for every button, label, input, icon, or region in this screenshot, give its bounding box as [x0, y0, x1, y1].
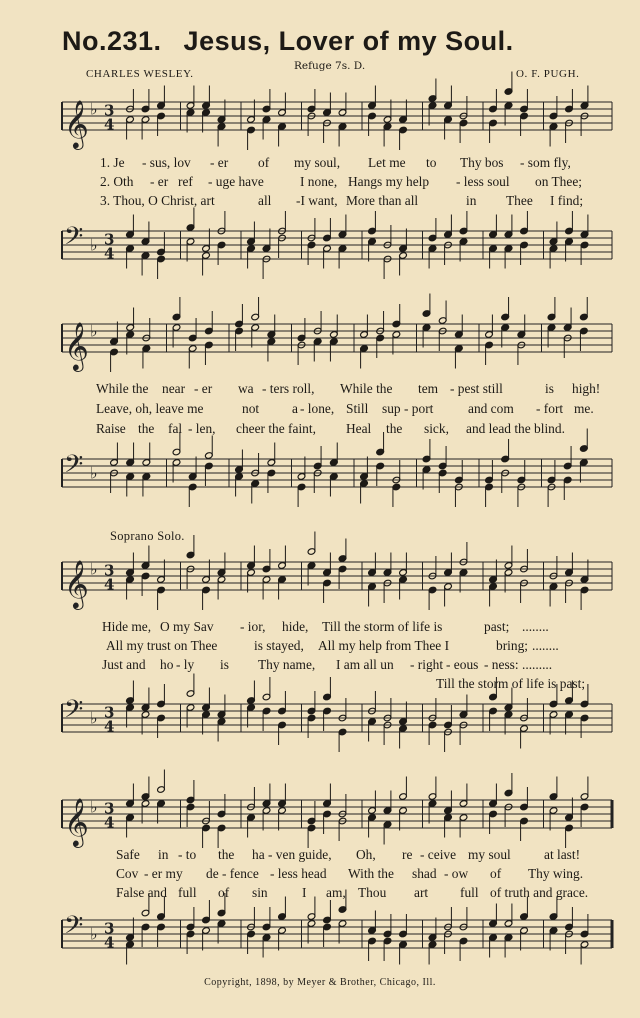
- time-signature-bottom: 4: [104, 813, 115, 832]
- lyric-syllable: - len,: [188, 421, 216, 436]
- lyric-syllable: While the: [96, 381, 149, 396]
- author-credit: CHARLES WESLEY.: [86, 68, 194, 80]
- lyric-syllable: full: [178, 885, 197, 900]
- time-signature-bottom: 4: [104, 115, 115, 134]
- lyric-syllable: - ven guide,: [268, 847, 332, 862]
- lyric-syllable: Hide me,: [102, 619, 152, 634]
- lyric-syllable: - eous: [446, 657, 479, 672]
- lyric-syllable: Till the storm of life is past;: [436, 676, 586, 691]
- lyric-syllable: in: [466, 193, 477, 208]
- lyric-line-3-2: [0, 638, 640, 658]
- lyric-syllable: 3. Thou, O Christ, art: [100, 193, 215, 208]
- lyric-syllable: - ior,: [240, 619, 266, 634]
- lyric-syllable: de: [206, 866, 219, 881]
- lyric-syllable: - er: [210, 155, 229, 170]
- hymn-title: Jesus, Lover of my Soul.: [183, 26, 514, 56]
- lyric-syllable: Just and: [102, 657, 146, 672]
- lyric-syllable: and lead the blind.: [466, 421, 565, 436]
- lyric-syllable: - uge have: [208, 174, 264, 189]
- flat-key-signature: ♭: [90, 708, 98, 728]
- time-signature-bottom: 4: [104, 575, 115, 594]
- lyric-syllable: ho: [160, 657, 174, 672]
- lyric-syllable: More than all: [346, 193, 419, 208]
- lyric-syllable: is: [545, 381, 554, 396]
- flat-key-signature: ♭: [90, 99, 98, 119]
- bass-clef: 𝄢: [64, 695, 84, 730]
- lyric-syllable: - er: [194, 381, 213, 396]
- lyric-syllable: - ters roll,: [262, 381, 315, 396]
- lyric-syllable: - ness:: [484, 657, 519, 672]
- lyric-syllable: I am all un: [336, 657, 394, 672]
- lyric-line-3-3: [0, 657, 640, 677]
- lyric-syllable: past;: [484, 619, 510, 634]
- treble-staff-1: [0, 96, 640, 146]
- treble-clef: 𝄞: [64, 559, 89, 608]
- flat-key-signature: ♭: [90, 463, 98, 483]
- flat-key-signature: ♭: [90, 924, 98, 944]
- lyric-syllable: of truth and grace.: [490, 885, 589, 900]
- composer-credit: O. F. PUGH.: [516, 68, 580, 80]
- lyric-line-1-3: [0, 193, 640, 213]
- time-signature-top: 3: [104, 799, 115, 818]
- lyric-syllable: Cov: [116, 866, 139, 881]
- lyric-syllable: I: [302, 885, 307, 900]
- lyric-syllable: my soul,: [294, 155, 341, 170]
- time-signature-top: 3: [104, 561, 115, 580]
- lyric-syllable: sick,: [424, 421, 449, 436]
- hymn-title-line: [62, 26, 514, 57]
- lyric-syllable: ha: [252, 847, 265, 862]
- lyric-syllable: fal: [168, 421, 183, 436]
- lyric-syllable: Let me: [368, 155, 406, 170]
- lyric-line-1-2: [0, 174, 640, 194]
- lyric-syllable: a: [292, 401, 298, 416]
- lyric-syllable: Oh,: [356, 847, 376, 862]
- lyric-syllable: Thy bos: [460, 155, 504, 170]
- lyric-syllable: Leave, oh, leave me: [96, 401, 204, 416]
- lyric-syllable: - ceive: [420, 847, 457, 862]
- lyric-syllable: While the: [340, 381, 393, 396]
- time-signature-bottom: 4: [104, 933, 115, 952]
- flat-key-signature: ♭: [90, 559, 98, 579]
- lyric-syllable: - ow: [444, 866, 469, 881]
- lyric-syllable: sup: [382, 401, 401, 416]
- lyric-syllable: of: [218, 885, 230, 900]
- bass-staff-1: [0, 222, 640, 275]
- lyric-syllable: tem: [418, 381, 439, 396]
- lyric-line-4-2: [0, 866, 640, 886]
- soprano-solo-label: Soprano Solo.: [110, 529, 185, 543]
- lyric-syllable: shad: [412, 866, 437, 881]
- flat-key-signature: ♭: [90, 797, 98, 817]
- time-signature-top: 3: [104, 101, 115, 120]
- treble-staff-2: [0, 318, 640, 368]
- lyric-syllable: .........: [522, 657, 553, 672]
- flat-key-signature: ♭: [90, 321, 98, 341]
- lyric-syllable: - sus, lov: [142, 155, 191, 170]
- lyric-line-3-4: [0, 676, 640, 696]
- bass-clef: 𝄢: [64, 911, 84, 946]
- lyric-syllable: Hangs my help: [348, 174, 430, 189]
- lyric-syllable: my soul: [468, 847, 511, 862]
- lyric-line-2-2: [0, 401, 640, 421]
- lyric-syllable: Heal: [346, 421, 372, 436]
- lyric-syllable: all: [258, 193, 272, 208]
- lyric-syllable: - lone,: [300, 401, 335, 416]
- lyric-syllable: of: [258, 155, 270, 170]
- lyric-line-4-3: [0, 885, 640, 905]
- lyric-syllable: ........: [522, 619, 549, 634]
- lyric-syllable: - pest still: [450, 381, 503, 396]
- bass-clef: 𝄢: [64, 222, 84, 257]
- tune-name: Refuge 7s. D.: [294, 60, 366, 72]
- lyric-syllable: I none,: [300, 174, 338, 189]
- lyric-syllable: and com: [468, 401, 514, 416]
- treble-clef: 𝄞: [64, 797, 89, 846]
- lyric-syllable: - som fly,: [520, 155, 571, 170]
- lyric-syllable: the: [386, 421, 403, 436]
- lyric-syllable: not: [242, 401, 260, 416]
- treble-staff-3: [0, 556, 640, 606]
- lyric-syllable: Safe: [116, 847, 140, 862]
- lyric-syllable: Still: [346, 401, 369, 416]
- bass-clef: 𝄢: [64, 450, 84, 485]
- lyric-syllable: the: [138, 421, 155, 436]
- lyric-syllable: - er my: [144, 866, 183, 881]
- lyric-syllable: Thou: [358, 885, 387, 900]
- lyric-syllable: the: [218, 847, 235, 862]
- lyric-syllable: 1. Je: [100, 155, 125, 170]
- lyric-line-2-3: [0, 421, 640, 441]
- lyric-syllable: wa: [238, 381, 254, 396]
- lyric-syllable: ........: [532, 638, 559, 653]
- lyric-syllable: -I want,: [296, 193, 338, 208]
- bass-staff-4: [0, 911, 640, 964]
- time-signature-top: 3: [104, 919, 115, 938]
- lyric-syllable: cheer the faint,: [236, 421, 316, 436]
- treble-clef: 𝄞: [64, 321, 89, 370]
- lyric-line-2-1: [0, 381, 640, 401]
- lyric-line-3-1: [0, 619, 640, 639]
- lyric-syllable: bring;: [496, 638, 528, 653]
- lyric-syllable: Raise: [96, 421, 126, 436]
- lyric-syllable: is stayed,: [254, 638, 304, 653]
- lyric-syllable: full: [460, 885, 479, 900]
- lyric-syllable: at last!: [544, 847, 581, 862]
- time-signature-top: 3: [104, 703, 115, 722]
- flat-key-signature: ♭: [90, 235, 98, 255]
- lyric-syllable: is: [220, 657, 229, 672]
- lyric-syllable: - er: [150, 174, 169, 189]
- lyric-line-1-1: [0, 155, 640, 175]
- lyric-syllable: ref: [178, 174, 193, 189]
- lyric-syllable: All my help from Thee I: [318, 638, 450, 653]
- treble-staff-4: [0, 794, 640, 844]
- lyric-syllable: to: [426, 155, 437, 170]
- lyric-syllable: False and: [116, 885, 167, 900]
- lyric-syllable: Thy name,: [258, 657, 316, 672]
- lyric-syllable: - fort: [536, 401, 564, 416]
- lyric-syllable: Thy wing.: [528, 866, 584, 881]
- lyric-syllable: I find;: [550, 193, 584, 208]
- lyric-syllable: With the: [348, 866, 394, 881]
- lyric-syllable: - fence: [222, 866, 259, 881]
- treble-clef: 𝄞: [64, 99, 89, 148]
- lyric-syllable: All my trust on Thee: [106, 638, 218, 653]
- copyright-notice: Copyright, 1898, by Meyer & Brother, Chicago, Ill.: [204, 977, 436, 988]
- lyric-syllable: - to: [178, 847, 197, 862]
- lyric-syllable: art: [414, 885, 429, 900]
- lyric-syllable: sin: [252, 885, 268, 900]
- time-signature-top: 3: [104, 230, 115, 249]
- bass-staff-2: [0, 450, 640, 503]
- time-signature-bottom: 4: [104, 717, 115, 736]
- lyric-syllable: hide,: [282, 619, 309, 634]
- lyric-line-4-1: [0, 847, 640, 867]
- bass-staff-3: [0, 695, 640, 748]
- lyric-syllable: - ly: [176, 657, 195, 672]
- lyric-syllable: - less head: [270, 866, 327, 881]
- lyric-syllable: - less soul: [456, 174, 510, 189]
- lyric-syllable: Till the storm of life is: [322, 619, 443, 634]
- lyric-syllable: am,: [326, 885, 346, 900]
- lyric-syllable: high!: [572, 381, 601, 396]
- lyric-syllable: re: [402, 847, 413, 862]
- time-signature-bottom: 4: [104, 244, 115, 263]
- lyric-syllable: on Thee;: [535, 174, 582, 189]
- lyric-syllable: O my Sav: [160, 619, 214, 634]
- lyric-syllable: Thee: [506, 193, 533, 208]
- lyric-syllable: - right: [410, 657, 444, 672]
- lyric-syllable: of: [490, 866, 502, 881]
- lyric-syllable: in: [158, 847, 169, 862]
- lyric-syllable: - port: [404, 401, 434, 416]
- hymn-number: No.231.: [62, 26, 162, 56]
- lyric-syllable: 2. Oth: [100, 174, 134, 189]
- lyric-syllable: me.: [574, 401, 594, 416]
- lyric-syllable: near: [162, 381, 186, 396]
